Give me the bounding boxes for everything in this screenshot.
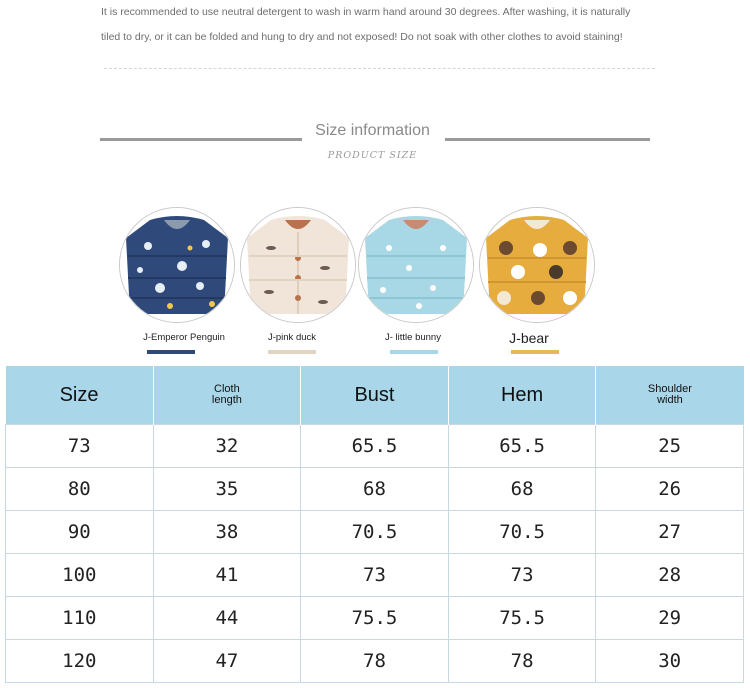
cell-cloth-length: 35 (153, 468, 301, 511)
table-row (6, 597, 744, 640)
header-shoulder-width-line-2: width (657, 394, 683, 406)
cell-hem: 75.5 (448, 597, 596, 640)
cell-cloth-length: 41 (153, 554, 301, 597)
cell-hem: 78 (448, 640, 596, 683)
header-cloth-length-line-1: Cloth (214, 383, 240, 395)
cell-shoulder-width: 30 (596, 640, 744, 683)
cell-hem: 65.5 (448, 425, 596, 468)
cell-cloth-length: 44 (153, 597, 301, 640)
section-subtitle: PRODUCT SIZE (327, 150, 418, 161)
header-bust: Bust (301, 366, 449, 425)
title-rule-left (100, 138, 302, 141)
cell-hem: 73 (448, 554, 596, 597)
cell-size: 100 (6, 554, 154, 597)
header-cloth-length-line-2: length (211, 394, 242, 406)
cell-size: 120 (6, 640, 154, 683)
vest-image-pink-duck (240, 207, 356, 323)
size-table (5, 366, 744, 683)
cell-hem: 70.5 (448, 511, 596, 554)
product-label-pink-duck: J-pink duck (267, 332, 317, 343)
care-text-line-1: It is recommended to use neutral detergent to wash in warm hand around 30 degrees. After washing, it is naturally (101, 6, 631, 18)
cell-bust: 65.5 (301, 425, 449, 468)
color-swatch-bear (511, 350, 559, 354)
cell-bust: 73 (301, 554, 449, 597)
product-label-little-bunny: J- little bunny (385, 332, 441, 343)
cell-bust: 78 (301, 640, 449, 683)
dashed-divider (104, 68, 655, 69)
cell-shoulder-width: 26 (596, 468, 744, 511)
color-swatch-penguin (147, 350, 195, 354)
cell-shoulder-width: 25 (596, 425, 744, 468)
color-swatch-pink-duck (268, 350, 316, 354)
size-table-header-row (6, 366, 744, 425)
cell-cloth-length: 47 (153, 640, 301, 683)
care-text-line-2: tiled to dry, or it can be folded and hung to dry and not exposed! Do not soak with other clothes to avoid staining! (101, 31, 623, 43)
cell-bust: 68 (301, 468, 449, 511)
table-row (6, 468, 744, 511)
vest-image-penguin (119, 207, 235, 323)
table-row (6, 640, 744, 683)
color-swatch-little-bunny (390, 350, 438, 354)
product-label-bear: J-bear (509, 330, 549, 346)
cell-hem: 68 (448, 468, 596, 511)
header-cloth-length (153, 366, 301, 425)
cell-cloth-length: 32 (153, 425, 301, 468)
cell-size: 110 (6, 597, 154, 640)
header-hem: Hem (448, 366, 596, 425)
cell-bust: 75.5 (301, 597, 449, 640)
table-row (6, 554, 744, 597)
cell-shoulder-width: 28 (596, 554, 744, 597)
header-shoulder-width (596, 366, 744, 425)
table-row (6, 511, 744, 554)
product-label-penguin: J-Emperor Penguin (143, 332, 225, 343)
cell-cloth-length: 38 (153, 511, 301, 554)
cell-shoulder-width: 27 (596, 511, 744, 554)
cell-shoulder-width: 29 (596, 597, 744, 640)
vest-image-bear (479, 207, 595, 323)
header-size: Size (6, 366, 154, 425)
section-title: Size information (315, 122, 430, 139)
cell-bust: 70.5 (301, 511, 449, 554)
header-shoulder-width-line-1: Shoulder (647, 383, 692, 395)
cell-size: 73 (6, 425, 154, 468)
vest-image-little-bunny (358, 207, 474, 323)
table-row (6, 425, 744, 468)
cell-size: 80 (6, 468, 154, 511)
title-rule-right (445, 138, 650, 141)
cell-size: 90 (6, 511, 154, 554)
